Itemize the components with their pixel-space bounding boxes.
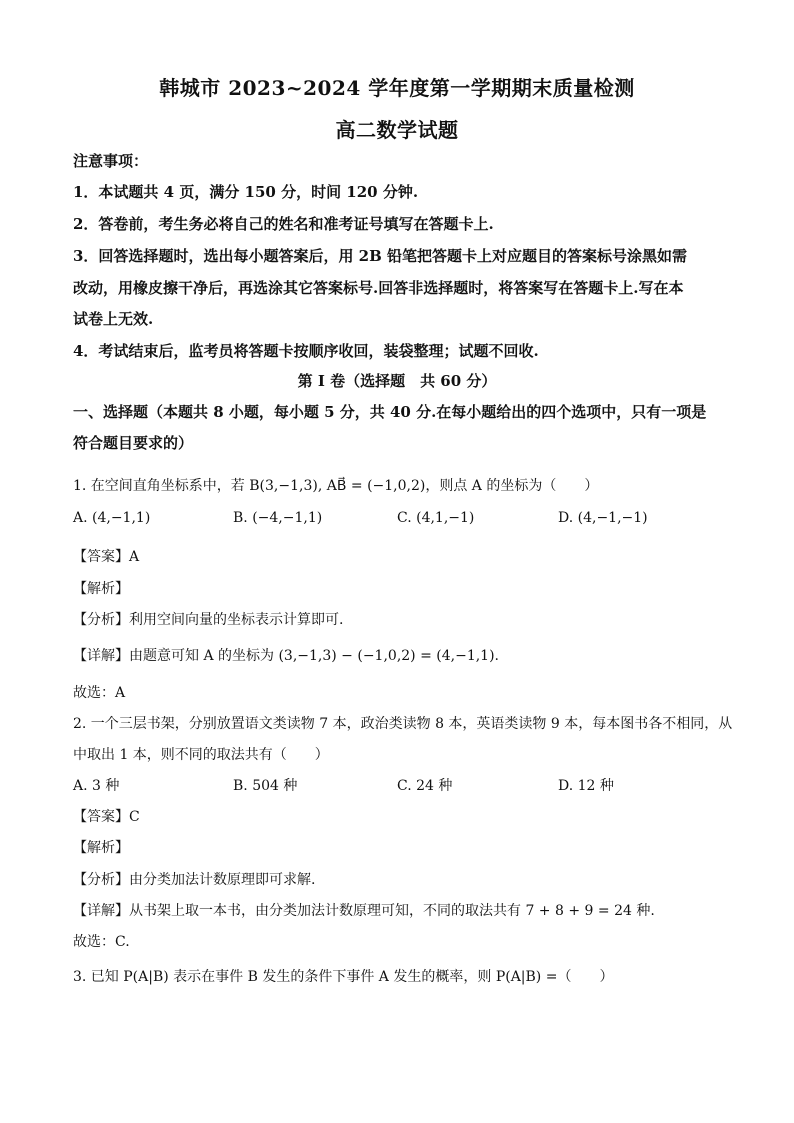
q2-analysis-label: 【解析】 <box>73 840 129 856</box>
q2-stem: 2. 一个三层书架，分别放置语文类读物 7 本，政治类读物 8 本，英语类读物 9 本，每本图书各不相同，从 <box>73 716 733 732</box>
notice-item-2: 2．答卷前，考生务必将自己的姓名和准考证号填写在答题卡上. <box>73 215 494 233</box>
exam-subtitle: 高二数学试题 <box>335 118 459 142</box>
notice-item-3-cont: 改动，用橡皮擦干净后，再选涂其它答案标号.回答非选择题时，将答案写在答题卡上.写在本 <box>73 279 684 297</box>
q2-fenxi: 【分析】由分类加法计数原理即可求解. <box>73 872 316 888</box>
q2-option-d: D. 12 种 <box>558 778 614 794</box>
q2-answer: 【答案】C <box>73 809 140 825</box>
q1-fenxi: 【分析】利用空间向量的坐标表示计算即可. <box>73 612 344 628</box>
q2-option-c: C. 24 种 <box>397 778 453 794</box>
notice-item-4: 4．考试结束后，监考员将答题卡按顺序收回，装袋整理；试题不回收. <box>73 342 539 360</box>
q3-stem: 3. 已知 P(A|B) 表示在事件 B 发生的条件下事件 A 发生的概率，则 P(A|B) =（ ） <box>73 969 614 985</box>
notice-item-3: 3．回答选择题时，选出每小题答案后，用 2B 铅笔把答题卡上对应题目的答案标号涂黑如需 <box>73 247 688 265</box>
q1-option-c: C. (4,1,−1) <box>397 510 475 526</box>
q1-analysis-label: 【解析】 <box>73 581 129 597</box>
q1-stem: 1. 在空间直角坐标系中，若 B(3,−1,3), AB⃗ = (−1,0,2)，则点 A 的坐标为（ ） <box>73 478 599 494</box>
q2-option-a: A. 3 种 <box>73 778 120 794</box>
part-heading: 一、选择题（本题共 8 小题，每小题 5 分，共 40 分.在每小题给出的四个选项中，只有一项是 <box>73 403 707 421</box>
exam-title: 韩城市 2023~2024 学年度第一学期期末质量检测 <box>159 76 635 100</box>
q1-option-a: A. (4,−1,1) <box>73 510 151 526</box>
q2-xiangjie: 【详解】从书架上取一本书，由分类加法计数原理可知，不同的取法共有 7 + 8 + 9 = 24 种. <box>73 903 655 919</box>
q1-conclusion: 故选：A <box>73 685 126 701</box>
q1-option-b: B. (−4,−1,1) <box>233 510 323 526</box>
notice-item-1: 1．本试题共 4 页，满分 150 分，时间 120 分钟. <box>73 183 419 201</box>
notice-heading: 注意事项： <box>73 152 149 170</box>
q2-conclusion: 故选：C. <box>73 934 130 950</box>
notice-item-3-cont2: 试卷上无效. <box>73 310 154 328</box>
q1-option-d: D. (4,−1,−1) <box>558 510 648 526</box>
part-heading-cont: 符合题目要求的） <box>73 434 194 452</box>
q1-answer: 【答案】A <box>73 549 140 565</box>
q2-stem-cont: 中取出 1 本，则不同的取法共有（ ） <box>73 747 329 763</box>
q2-option-b: B. 504 种 <box>233 778 298 794</box>
section-title: 第 I 卷（选择题 共 60 分） <box>297 372 497 390</box>
q1-xiangjie: 【详解】由题意可知 A 的坐标为 (3,−1,3) − (−1,0,2) = (4,−1,1). <box>73 648 500 664</box>
